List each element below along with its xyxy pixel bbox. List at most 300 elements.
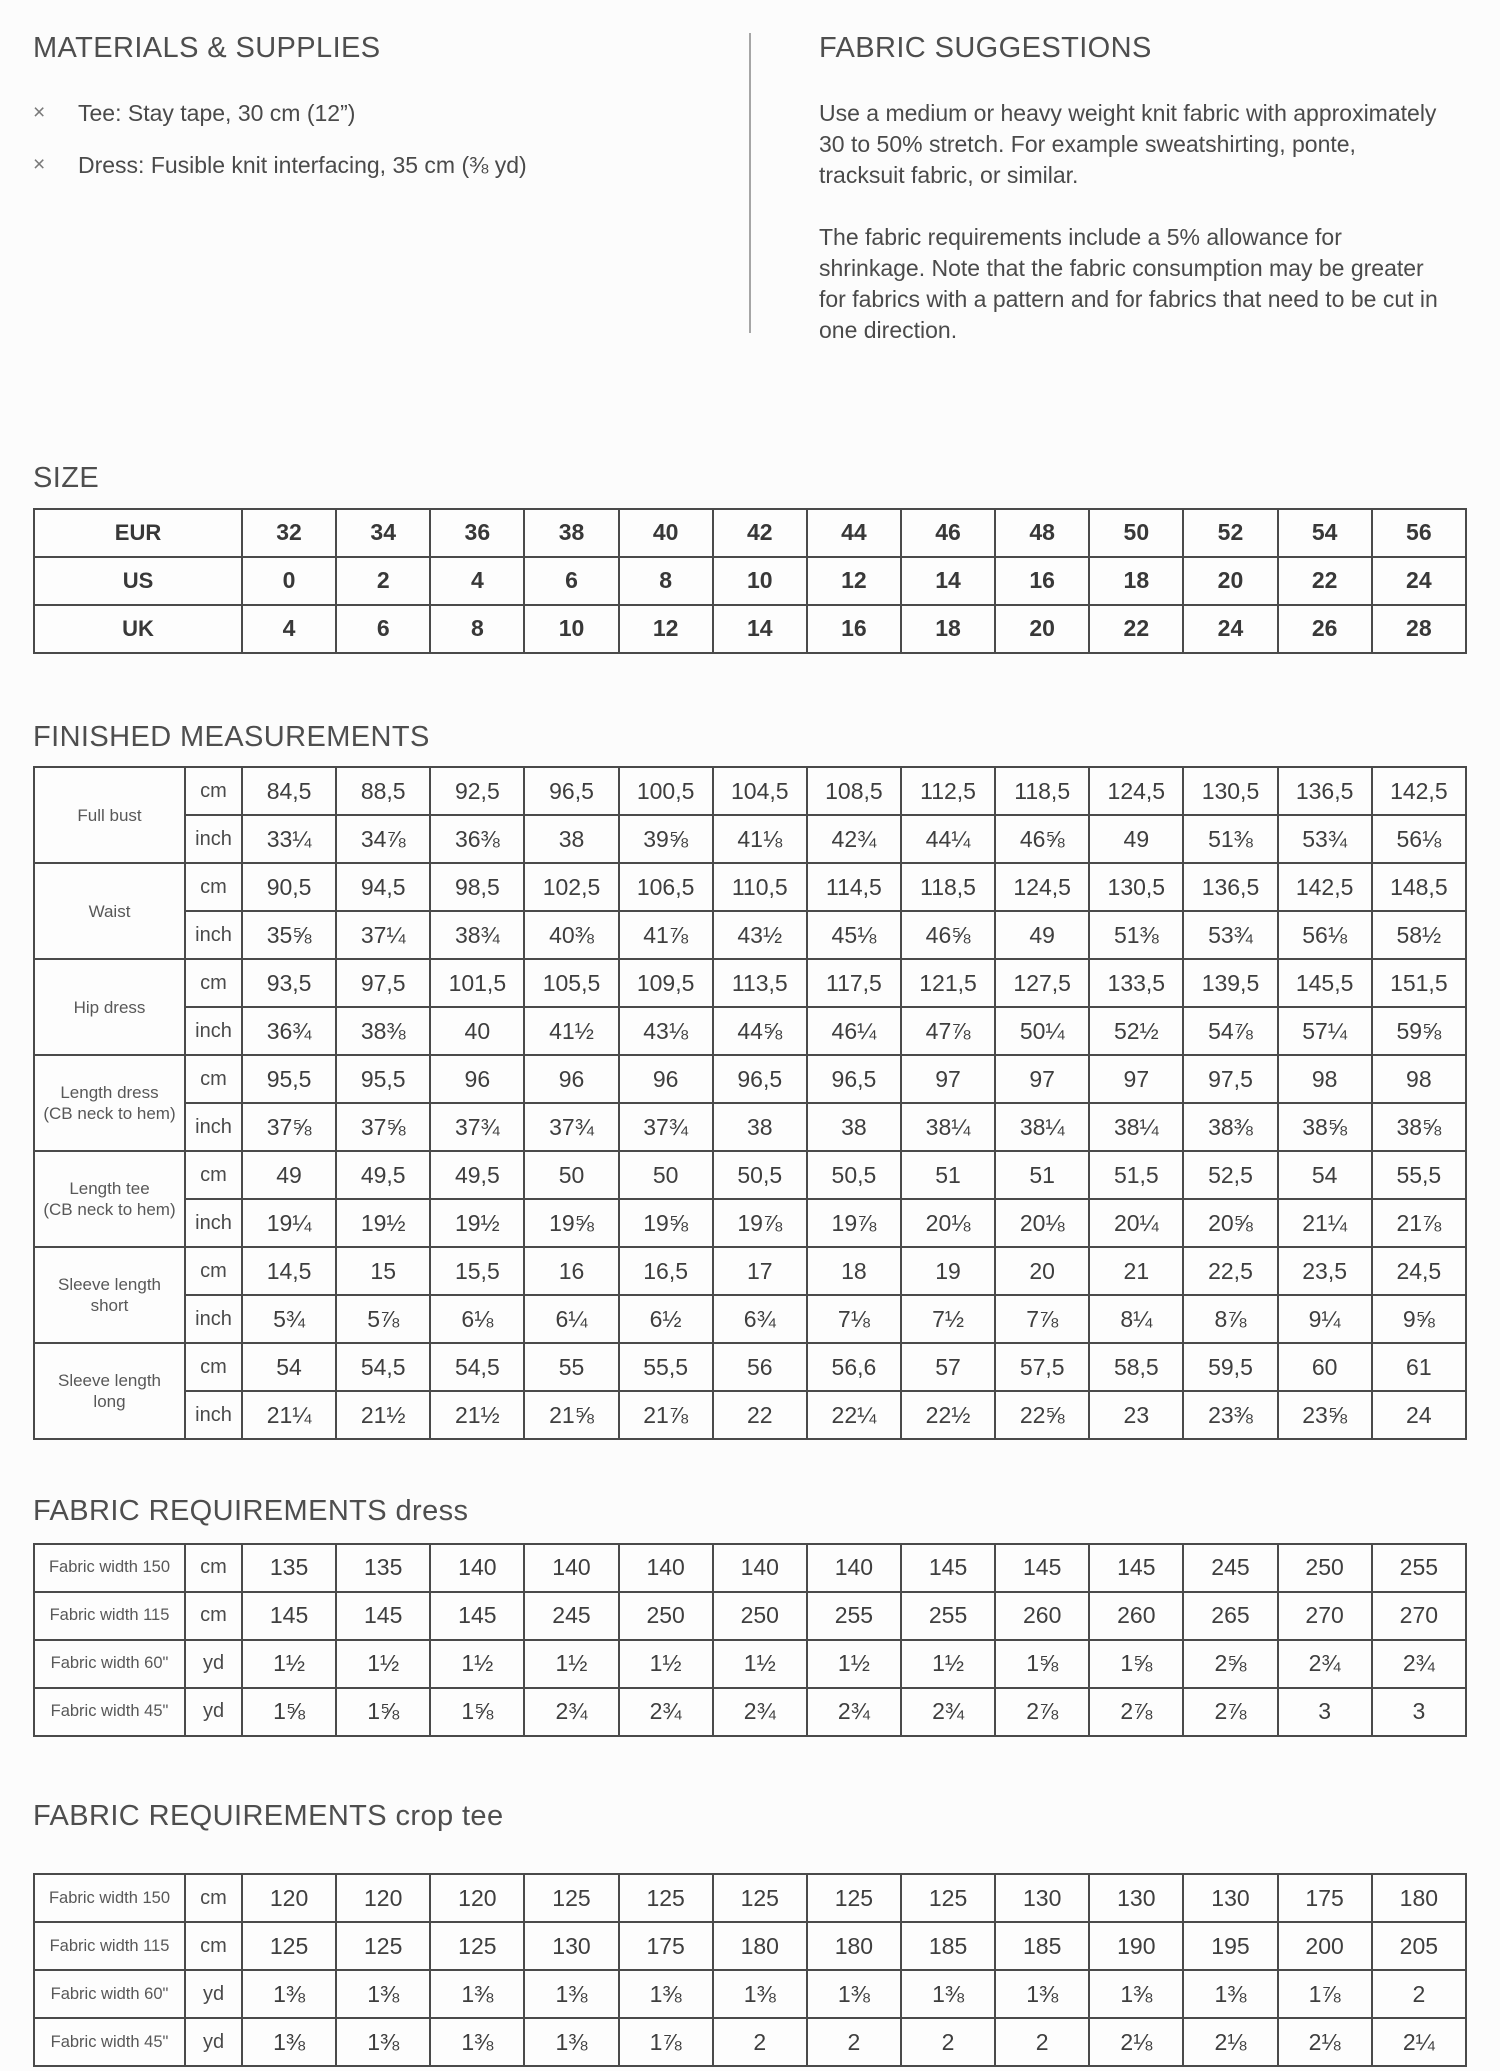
size-value-cell: 32 [242, 509, 336, 557]
fm-unit-cell: cm [185, 1055, 242, 1103]
fm-value-cell: 21½ [430, 1391, 524, 1439]
fm-value-cell: 6⅛ [430, 1295, 524, 1343]
size-value-cell: 56 [1372, 509, 1466, 557]
fabric-unit-cell: cm [185, 1544, 242, 1592]
fabric-value-cell: 125 [242, 1922, 336, 1970]
fm-value-cell: 6¼ [524, 1295, 618, 1343]
fabric-value-cell: 2¾ [901, 1688, 995, 1736]
size-value-cell: 18 [901, 605, 995, 653]
fm-value-cell: 16 [524, 1247, 618, 1295]
fabric-unit-cell: cm [185, 1922, 242, 1970]
fm-value-cell: 96 [619, 1055, 713, 1103]
fabric-value-cell: 145 [901, 1544, 995, 1592]
fabric-value-cell: 2⅞ [1089, 1688, 1183, 1736]
fm-value-cell: 47⅞ [901, 1007, 995, 1055]
fm-value-cell: 58,5 [1089, 1343, 1183, 1391]
fabric-value-cell: 135 [336, 1544, 430, 1592]
fm-value-cell: 49 [1089, 815, 1183, 863]
fabric-table-row [34, 1922, 1466, 1970]
fabric-unit-cell: cm [185, 1592, 242, 1640]
fm-group-label-cell [34, 767, 185, 863]
fabric-value-cell: 1⅜ [995, 1970, 1089, 2018]
fm-value-cell: 108,5 [807, 767, 901, 815]
fabric-value-cell: 2⅛ [1089, 2018, 1183, 2066]
fabric-value-cell: 1⅜ [430, 2018, 524, 2066]
fm-value-cell: 37¾ [524, 1103, 618, 1151]
fabric-value-cell: 1⅜ [619, 1970, 713, 2018]
fabric-value-cell: 255 [1372, 1544, 1466, 1592]
fm-value-cell: 7½ [901, 1295, 995, 1343]
fm-value-cell: 55,5 [619, 1343, 713, 1391]
size-table-row [34, 509, 1466, 557]
fabric-value-cell: 1⅜ [807, 1970, 901, 2018]
bullet-x-icon: × [33, 101, 46, 125]
fm-value-cell: 148,5 [1372, 863, 1466, 911]
fabric-table-row [34, 1874, 1466, 1922]
fabric-value-cell: 1⅜ [242, 1970, 336, 2018]
fabric-value-cell: 2 [807, 2018, 901, 2066]
fabric-value-cell: 270 [1278, 1592, 1372, 1640]
size-value-cell: 16 [995, 557, 1089, 605]
finished-measurements-heading: FINISHED MEASUREMENTS [33, 720, 430, 753]
fm-value-cell: 42¾ [807, 815, 901, 863]
fabric-value-cell: 135 [242, 1544, 336, 1592]
fm-value-cell: 59,5 [1183, 1343, 1277, 1391]
fm-value-cell: 20¼ [1089, 1199, 1183, 1247]
fm-group-label-text: Sleeve length [57, 1275, 162, 1295]
fabric-value-cell: 3 [1278, 1688, 1372, 1736]
fm-value-cell: 56⅛ [1372, 815, 1466, 863]
size-value-cell: 12 [619, 605, 713, 653]
fm-value-cell: 106,5 [619, 863, 713, 911]
fabric-value-cell: 130 [1089, 1874, 1183, 1922]
fm-group-label-text: Length dress [60, 1083, 159, 1103]
fabric-table-row [34, 1544, 1466, 1592]
materials-item-text: Tee: Stay tape, 30 cm (12”) [78, 100, 356, 127]
fabric-value-cell: 2⅛ [1183, 2018, 1277, 2066]
fm-value-cell: 51⅜ [1089, 911, 1183, 959]
fabric-table-row [34, 1640, 1466, 1688]
size-value-cell: 4 [242, 605, 336, 653]
fabric-value-cell: 1½ [524, 1640, 618, 1688]
fm-table-row [34, 959, 1466, 1007]
fm-value-cell: 101,5 [430, 959, 524, 1007]
fm-value-cell: 124,5 [1089, 767, 1183, 815]
fabric-value-cell: 190 [1089, 1922, 1183, 1970]
fm-value-cell: 40 [430, 1007, 524, 1055]
top-section [33, 33, 1467, 377]
fabric-value-cell: 1⅝ [242, 1688, 336, 1736]
fabric-value-cell: 140 [430, 1544, 524, 1592]
fm-table-row [34, 1343, 1466, 1391]
size-row-label-cell: US [34, 557, 242, 605]
size-value-cell: 36 [430, 509, 524, 557]
fm-value-cell: 19⅞ [713, 1199, 807, 1247]
size-value-cell: 14 [713, 605, 807, 653]
fm-value-cell: 96 [430, 1055, 524, 1103]
fm-value-cell: 58½ [1372, 911, 1466, 959]
fm-table-row [34, 815, 1466, 863]
fm-value-cell: 20⅛ [901, 1199, 995, 1247]
fabric-value-cell: 1½ [242, 1640, 336, 1688]
fabric-value-cell: 130 [995, 1874, 1089, 1922]
fm-value-cell: 19⅝ [524, 1199, 618, 1247]
fabric-dress-table-body [34, 1544, 1466, 1736]
fm-table-body [34, 767, 1466, 1439]
fm-value-cell: 92,5 [430, 767, 524, 815]
fabric-value-cell: 2⅞ [995, 1688, 1089, 1736]
fabric-unit-cell: cm [185, 1874, 242, 1922]
fm-value-cell: 41½ [524, 1007, 618, 1055]
size-value-cell: 4 [430, 557, 524, 605]
fm-value-cell: 38¼ [995, 1103, 1089, 1151]
fm-value-cell: 37⅝ [242, 1103, 336, 1151]
fm-table-row [34, 1007, 1466, 1055]
fm-value-cell: 54,5 [430, 1343, 524, 1391]
fm-value-cell: 127,5 [995, 959, 1089, 1007]
fabric-value-cell: 175 [619, 1922, 713, 1970]
fm-value-cell: 22½ [901, 1391, 995, 1439]
fm-value-cell: 114,5 [807, 863, 901, 911]
fm-unit-cell: cm [185, 767, 242, 815]
fm-value-cell: 95,5 [242, 1055, 336, 1103]
fabric-value-cell: 125 [713, 1874, 807, 1922]
fabric-value-cell: 180 [807, 1922, 901, 1970]
fabric-value-cell: 2 [1372, 1970, 1466, 2018]
fabric-value-cell: 255 [901, 1592, 995, 1640]
size-value-cell: 52 [1183, 509, 1277, 557]
fabric-value-cell: 2 [995, 2018, 1089, 2066]
fm-value-cell: 21⅝ [524, 1391, 618, 1439]
fm-value-cell: 55,5 [1372, 1151, 1466, 1199]
fm-value-cell: 38⅜ [336, 1007, 430, 1055]
fm-value-cell: 49 [242, 1151, 336, 1199]
fabric-row-label-cell: Fabric width 45" [34, 2018, 185, 2066]
fm-value-cell: 110,5 [713, 863, 807, 911]
fm-table-row [34, 1103, 1466, 1151]
size-value-cell: 48 [995, 509, 1089, 557]
fabric-value-cell: 125 [524, 1874, 618, 1922]
fabric-value-cell: 2¼ [1372, 2018, 1466, 2066]
size-value-cell: 54 [1278, 509, 1372, 557]
fm-value-cell: 34⅞ [336, 815, 430, 863]
fabric-row-label-cell: Fabric width 150 [34, 1874, 185, 1922]
fabric-value-cell: 205 [1372, 1922, 1466, 1970]
size-value-cell: 34 [336, 509, 430, 557]
fm-value-cell: 121,5 [901, 959, 995, 1007]
fabric-value-cell: 1½ [713, 1640, 807, 1688]
fabric-unit-cell: yd [185, 1688, 242, 1736]
fabric-row-label-cell: Fabric width 60" [34, 1970, 185, 2018]
fm-table-row [34, 1151, 1466, 1199]
fm-value-cell: 136,5 [1278, 767, 1372, 815]
fabric-value-cell: 255 [807, 1592, 901, 1640]
fabric-value-cell: 2 [713, 2018, 807, 2066]
fm-value-cell: 21½ [336, 1391, 430, 1439]
fabric-value-cell: 1⅝ [1089, 1640, 1183, 1688]
fm-value-cell: 50 [524, 1151, 618, 1199]
fm-value-cell: 43½ [713, 911, 807, 959]
fm-value-cell: 20 [995, 1247, 1089, 1295]
fm-value-cell: 23⅝ [1278, 1391, 1372, 1439]
fabric-value-cell: 145 [430, 1592, 524, 1640]
fm-value-cell: 20⅛ [995, 1199, 1089, 1247]
fm-table-row [34, 1199, 1466, 1247]
list-item [33, 152, 749, 179]
fm-value-cell: 5⅞ [336, 1295, 430, 1343]
fm-value-cell: 16,5 [619, 1247, 713, 1295]
fm-value-cell: 142,5 [1278, 863, 1372, 911]
fm-value-cell: 19⅞ [807, 1199, 901, 1247]
fabric-value-cell: 1⅜ [901, 1970, 995, 2018]
fabric-value-cell: 1⅜ [1089, 1970, 1183, 2018]
fm-group-sublabel-text: (CB neck to hem) [43, 1104, 176, 1124]
fabric-requirements-dress-table [33, 1543, 1467, 1737]
size-value-cell: 6 [524, 557, 618, 605]
fm-value-cell: 19¼ [242, 1199, 336, 1247]
size-value-cell: 38 [524, 509, 618, 557]
fabric-value-cell: 1⅜ [524, 2018, 618, 2066]
size-value-cell: 8 [430, 605, 524, 653]
fabric-row-label-cell: Fabric width 45" [34, 1688, 185, 1736]
fm-value-cell: 93,5 [242, 959, 336, 1007]
fm-value-cell: 97 [995, 1055, 1089, 1103]
fm-value-cell: 37¾ [430, 1103, 524, 1151]
fm-value-cell: 61 [1372, 1343, 1466, 1391]
fabric-value-cell: 180 [1372, 1874, 1466, 1922]
materials-list [33, 100, 749, 179]
fm-value-cell: 56,6 [807, 1343, 901, 1391]
bullet-x-icon: × [33, 153, 46, 177]
fabric-value-cell: 2¾ [1278, 1640, 1372, 1688]
fm-value-cell: 56 [713, 1343, 807, 1391]
size-heading: SIZE [33, 462, 100, 495]
fm-table-row [34, 863, 1466, 911]
fm-value-cell: 102,5 [524, 863, 618, 911]
fabric-value-cell: 2 [901, 2018, 995, 2066]
fm-value-cell: 38⅜ [1183, 1103, 1277, 1151]
size-row-label-cell: EUR [34, 509, 242, 557]
fabric-value-cell: 130 [524, 1922, 618, 1970]
fm-group-label-text: Sleeve length [57, 1371, 162, 1391]
size-value-cell: 16 [807, 605, 901, 653]
fabric-value-cell: 185 [995, 1922, 1089, 1970]
fm-value-cell: 142,5 [1372, 767, 1466, 815]
fm-value-cell: 9¼ [1278, 1295, 1372, 1343]
fabric-value-cell: 145 [336, 1592, 430, 1640]
fm-unit-cell: cm [185, 959, 242, 1007]
size-value-cell: 14 [901, 557, 995, 605]
fabric-value-cell: 270 [1372, 1592, 1466, 1640]
fabric-row-label-cell: Fabric width 150 [34, 1544, 185, 1592]
fm-value-cell: 35⅝ [242, 911, 336, 959]
fm-value-cell: 54 [242, 1343, 336, 1391]
fm-table-row [34, 767, 1466, 815]
fabric-value-cell: 2¾ [524, 1688, 618, 1736]
fm-value-cell: 15 [336, 1247, 430, 1295]
fabric-requirements-tee-heading: FABRIC REQUIREMENTS crop tee [33, 1799, 504, 1832]
fm-value-cell: 52½ [1089, 1007, 1183, 1055]
fm-value-cell: 95,5 [336, 1055, 430, 1103]
fm-value-cell: 117,5 [807, 959, 901, 1007]
fm-value-cell: 109,5 [619, 959, 713, 1007]
fabric-value-cell: 200 [1278, 1922, 1372, 1970]
size-value-cell: 42 [713, 509, 807, 557]
fm-unit-cell: inch [185, 1103, 242, 1151]
fabric-value-cell: 2¾ [1372, 1640, 1466, 1688]
fm-value-cell: 113,5 [713, 959, 807, 1007]
fm-value-cell: 54⅞ [1183, 1007, 1277, 1055]
fabric-value-cell: 260 [1089, 1592, 1183, 1640]
fabric-value-cell: 245 [1183, 1544, 1277, 1592]
fm-value-cell: 22¼ [807, 1391, 901, 1439]
fabric-value-cell: 1⅜ [242, 2018, 336, 2066]
fm-value-cell: 46¼ [807, 1007, 901, 1055]
fm-value-cell: 40⅜ [524, 911, 618, 959]
fm-unit-cell: inch [185, 1391, 242, 1439]
fm-group-label-text: Hip dress [73, 997, 146, 1017]
fm-value-cell: 20⅝ [1183, 1199, 1277, 1247]
materials-section [33, 33, 749, 377]
fm-value-cell: 49,5 [430, 1151, 524, 1199]
fm-value-cell: 21⅞ [1372, 1199, 1466, 1247]
fm-value-cell: 51 [901, 1151, 995, 1199]
fabric-requirements-dress-heading: FABRIC REQUIREMENTS dress [33, 1495, 469, 1528]
fm-value-cell: 54,5 [336, 1343, 430, 1391]
fm-value-cell: 9⅝ [1372, 1295, 1466, 1343]
fm-value-cell: 8⅞ [1183, 1295, 1277, 1343]
fabric-value-cell: 120 [336, 1874, 430, 1922]
fm-value-cell: 7⅞ [995, 1295, 1089, 1343]
fm-unit-cell: cm [185, 1151, 242, 1199]
fm-value-cell: 98 [1372, 1055, 1466, 1103]
fabric-value-cell: 2⅞ [1183, 1688, 1277, 1736]
fm-group-label-cell [34, 1247, 185, 1343]
fm-value-cell: 45⅛ [807, 911, 901, 959]
fm-value-cell: 97,5 [1183, 1055, 1277, 1103]
fabric-value-cell: 125 [901, 1874, 995, 1922]
fabric-value-cell: 260 [995, 1592, 1089, 1640]
fabric-value-cell: 185 [901, 1922, 995, 1970]
fm-value-cell: 49 [995, 911, 1089, 959]
fm-unit-cell: inch [185, 911, 242, 959]
fabric-value-cell: 140 [524, 1544, 618, 1592]
fabric-value-cell: 1⅞ [619, 2018, 713, 2066]
size-value-cell: 8 [619, 557, 713, 605]
fm-value-cell: 24 [1372, 1391, 1466, 1439]
finished-measurements-table [33, 766, 1467, 1440]
fabric-value-cell: 145 [242, 1592, 336, 1640]
fm-value-cell: 33¼ [242, 815, 336, 863]
fm-value-cell: 53¾ [1183, 911, 1277, 959]
fm-group-sublabel-text: short [90, 1296, 129, 1316]
fm-value-cell: 38¾ [430, 911, 524, 959]
fabric-value-cell: 125 [430, 1922, 524, 1970]
size-value-cell: 44 [807, 509, 901, 557]
fm-value-cell: 36⅜ [430, 815, 524, 863]
materials-heading: MATERIALS & SUPPLIES [33, 32, 381, 64]
fm-value-cell: 21 [1089, 1247, 1183, 1295]
fm-value-cell: 22 [713, 1391, 807, 1439]
fabric-value-cell: 265 [1183, 1592, 1277, 1640]
fm-value-cell: 19 [901, 1247, 995, 1295]
fm-value-cell: 136,5 [1183, 863, 1277, 911]
fabric-value-cell: 1⅜ [713, 1970, 807, 2018]
fm-value-cell: 130,5 [1183, 767, 1277, 815]
fm-value-cell: 139,5 [1183, 959, 1277, 1007]
fm-value-cell: 145,5 [1278, 959, 1372, 1007]
fabric-value-cell: 2¾ [619, 1688, 713, 1736]
fm-value-cell: 6¾ [713, 1295, 807, 1343]
fm-value-cell: 17 [713, 1247, 807, 1295]
size-table-row [34, 557, 1466, 605]
fabric-value-cell: 1⅜ [524, 1970, 618, 2018]
fabric-suggestions-paragraph: Use a medium or heavy weight knit fabric with approximately 30 to 50% stretch. For example sweatshirting, ponte, tracksuit fabric, or similar. [819, 100, 1437, 189]
fm-value-cell: 59⅝ [1372, 1007, 1466, 1055]
fabric-value-cell: 1½ [336, 1640, 430, 1688]
size-table-row [34, 605, 1466, 653]
fm-value-cell: 97,5 [336, 959, 430, 1007]
fabric-value-cell: 1⅜ [336, 2018, 430, 2066]
fm-value-cell: 57¼ [1278, 1007, 1372, 1055]
fm-value-cell: 133,5 [1089, 959, 1183, 1007]
fm-value-cell: 118,5 [995, 767, 1089, 815]
fm-unit-cell: cm [185, 1343, 242, 1391]
fm-value-cell: 38 [524, 815, 618, 863]
fabric-value-cell: 1½ [430, 1640, 524, 1688]
fabric-value-cell: 2⅛ [1278, 2018, 1372, 2066]
fm-value-cell: 38 [713, 1103, 807, 1151]
fabric-value-cell: 1⅝ [336, 1688, 430, 1736]
fm-value-cell: 37¾ [619, 1103, 713, 1151]
size-value-cell: 24 [1372, 557, 1466, 605]
fabric-suggestions-section [751, 33, 1467, 377]
fm-value-cell: 19½ [430, 1199, 524, 1247]
fabric-row-label-cell: Fabric width 60" [34, 1640, 185, 1688]
fm-value-cell: 46⅝ [901, 911, 995, 959]
fm-value-cell: 22⅝ [995, 1391, 1089, 1439]
fabric-value-cell: 1½ [807, 1640, 901, 1688]
fm-unit-cell: inch [185, 1199, 242, 1247]
fabric-value-cell: 145 [995, 1544, 1089, 1592]
fm-group-label-cell [34, 959, 185, 1055]
fm-value-cell: 97 [1089, 1055, 1183, 1103]
fm-value-cell: 124,5 [995, 863, 1089, 911]
fm-value-cell: 21⅞ [619, 1391, 713, 1439]
fm-value-cell: 88,5 [336, 767, 430, 815]
fm-group-sublabel-text: (CB neck to hem) [43, 1200, 176, 1220]
fm-value-cell: 38¼ [1089, 1103, 1183, 1151]
fabric-unit-cell: yd [185, 2018, 242, 2066]
fm-value-cell: 57 [901, 1343, 995, 1391]
fabric-table-row [34, 1592, 1466, 1640]
fm-value-cell: 52,5 [1183, 1151, 1277, 1199]
fm-value-cell: 100,5 [619, 767, 713, 815]
fm-value-cell: 50,5 [807, 1151, 901, 1199]
fm-value-cell: 94,5 [336, 863, 430, 911]
fm-value-cell: 51⅜ [1183, 815, 1277, 863]
fabric-value-cell: 1⅞ [1278, 1970, 1372, 2018]
fabric-value-cell: 1⅜ [430, 1970, 524, 2018]
size-value-cell: 0 [242, 557, 336, 605]
fm-value-cell: 38⅝ [1372, 1103, 1466, 1151]
fm-value-cell: 21¼ [242, 1391, 336, 1439]
fm-value-cell: 96 [524, 1055, 618, 1103]
fabric-value-cell: 250 [1278, 1544, 1372, 1592]
fm-value-cell: 15,5 [430, 1247, 524, 1295]
fm-value-cell: 8¼ [1089, 1295, 1183, 1343]
fm-value-cell: 19½ [336, 1199, 430, 1247]
